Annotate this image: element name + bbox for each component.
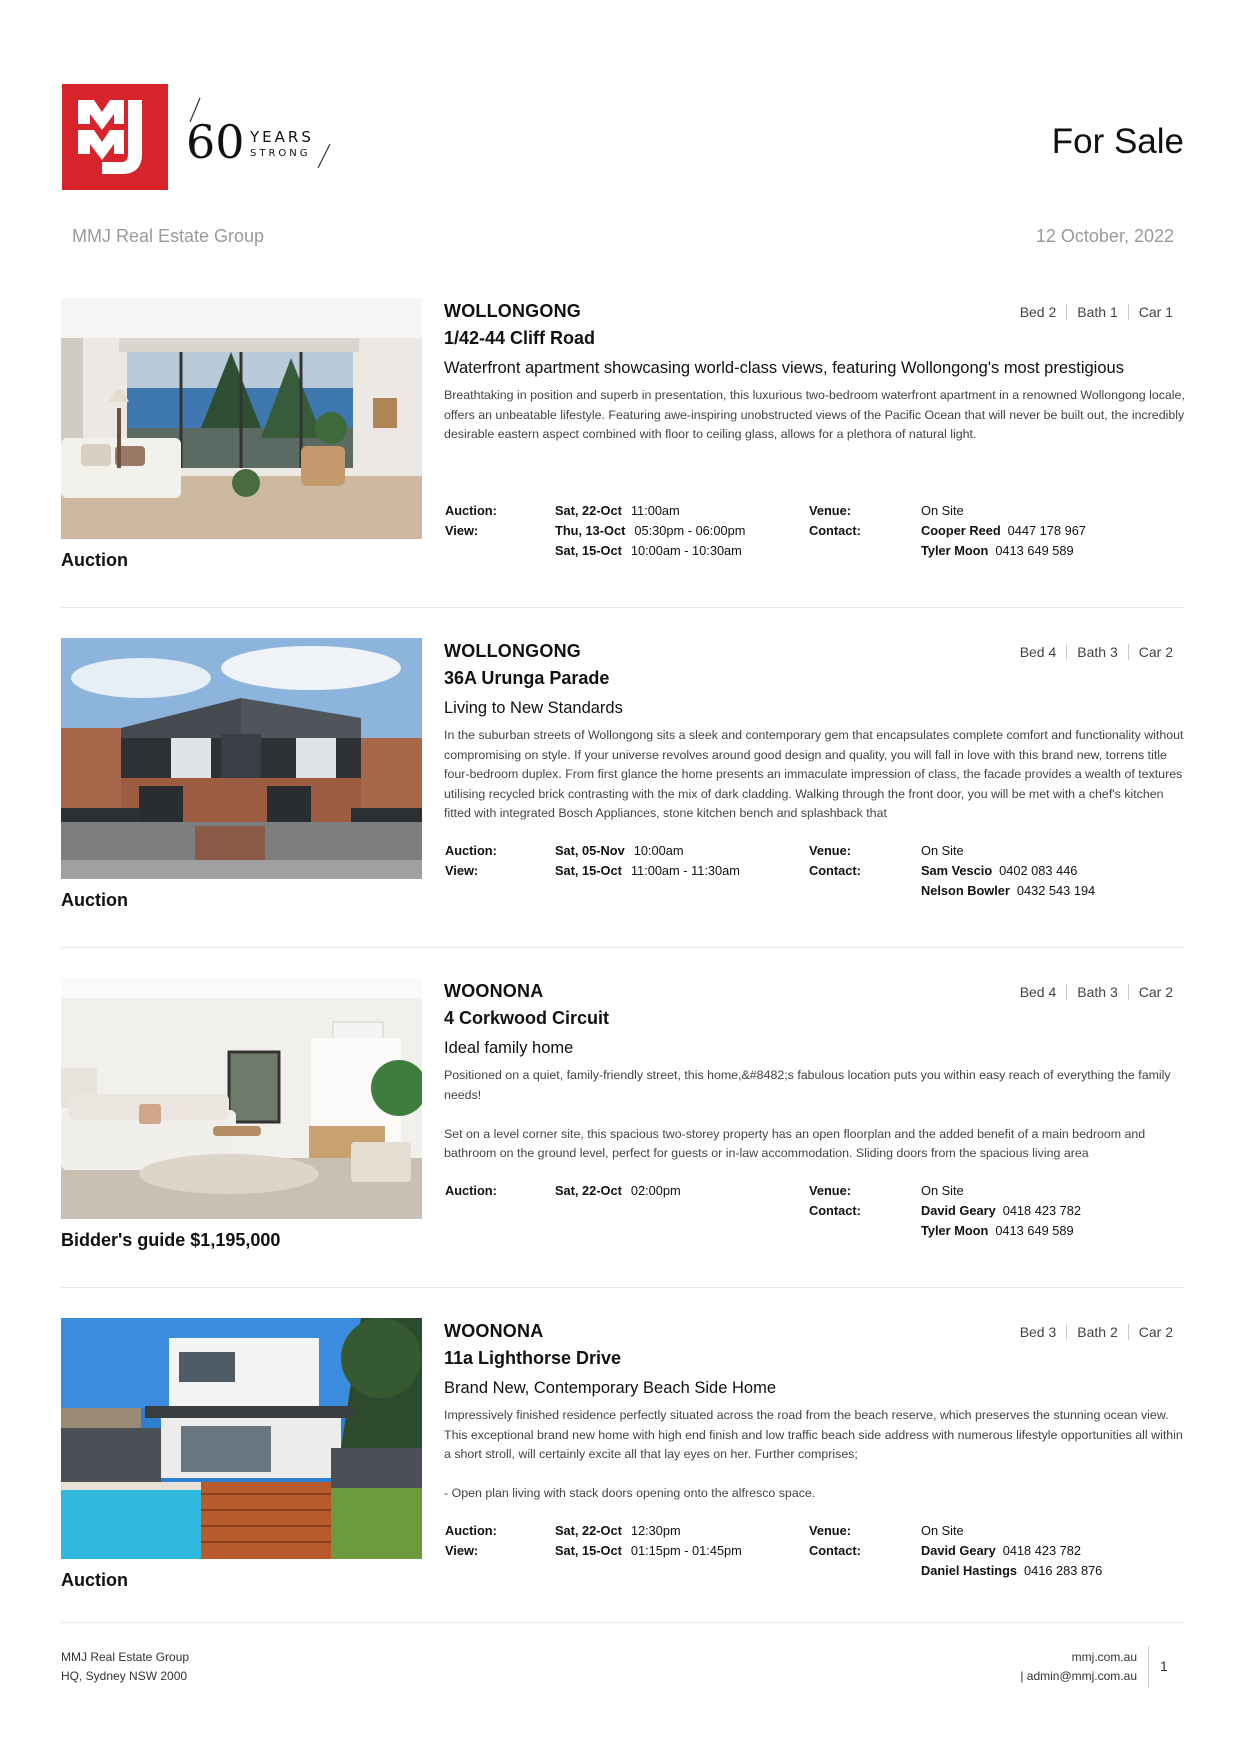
agent-name: David Geary [921,1543,996,1558]
listing-description: In the suburban streets of Wollongong sits a sleek and contemporary gem that encapsulates complete comfort and functionality without compromising on style. If your universe revolves around good design and quality, you will fall in love with this brand new, torrens title four-bedroom duplex. From first glance the home presents an immaculate impression of class, the facade provides a wealth of textures utilising recycled brick contrasting with the mix of dark cladding. Walking through the front door, you will be met with a chef's kitchen fitted with integrated Bosch Appliances, stone kitchen bench and splashback that [444,728,1184,821]
footer-company-info [61,1648,189,1686]
agent-phone[interactable]: 0432 543 194 [1016,883,1096,898]
venue: On Site [921,1183,964,1198]
auction-time: 10:00am [633,843,684,858]
bed-count: Bed 4 [1019,644,1057,660]
footer-contact-info [1020,1648,1137,1686]
header [62,84,1184,194]
bath-count: Bath 3 [1066,984,1127,1000]
agent-phone[interactable]: 0416 283 876 [1024,1563,1103,1578]
divider [61,947,1185,948]
footer-website-link[interactable]: mmj.com.au [1071,1650,1137,1664]
listing-headline: Living to New Standards [444,699,623,717]
agent-name: Nelson Bowler [921,883,1010,898]
suburb: WOONONA [444,981,544,1001]
auction-time: 11:00am [630,503,680,518]
car-count: Car 2 [1128,644,1173,660]
auction-date: Sat, 05-Nov [555,843,625,858]
property-photo[interactable] [61,1318,422,1559]
car-count: Car 2 [1128,1324,1173,1340]
view-time: 05:30pm - 06:00pm [634,523,746,538]
listing-card[interactable] [61,1318,1185,1658]
listing-description: Impressively finished residence perfectly situated across the road from the beach reserve, which preserves the stunning ocean view. This exceptional brand new home with high end finish and low traffic beach side address with numerous lifestyle opportunities all within a short stroll, will certainly excite all that lay eyes on her. Further comprises; - Open plan living with stack doors opening onto the alfresco space. [444,1408,1183,1501]
report-date: 12 October, 2022 [1035,226,1174,246]
property-specs [1010,984,1173,1000]
contact-label: Contact: [809,523,861,538]
page-number: 1 [1160,1658,1168,1674]
listing-card[interactable] [61,978,1185,1318]
listing-info [444,1318,1185,1578]
property-specs [1010,644,1173,660]
listing-headline: Waterfront apartment showcasing world-class views, featuring Wollongong's most prestigious [444,359,1124,377]
footer-company: MMJ Real Estate Group [61,1650,190,1664]
sale-method: Bidder's guide $1,195,000 [61,1230,281,1250]
view-date: Thu, 13-Oct [555,523,626,538]
footer-vertical-divider [1148,1646,1149,1688]
agent-name: David Geary [921,1203,996,1218]
property-photo[interactable] [61,978,422,1219]
view-time: 01:15pm - 01:45pm [630,1543,742,1558]
agent-name: Tyler Moon [921,543,989,558]
agent-name: Tyler Moon [921,1223,989,1238]
listing-info [444,638,1185,898]
agent-phone[interactable]: 0413 649 589 [995,1223,1074,1238]
view-date: Sat, 15-Oct [555,1543,622,1558]
inspection-details [445,1523,1185,1583]
venue: On Site [921,503,964,518]
bath-count: Bath 2 [1066,1324,1127,1340]
suburb: WOLLONGONG [444,301,581,321]
street-address[interactable]: 11a Lighthorse Drive [444,1348,622,1368]
page-title: For Sale [1051,122,1184,161]
listing-card[interactable] [61,298,1185,638]
venue-label: Venue: [809,503,851,518]
venue-label: Venue: [809,1523,851,1538]
listing-info [444,298,1185,558]
street-address[interactable]: 1/42-44 Cliff Road [444,328,596,348]
venue-label: Venue: [809,843,851,858]
bed-count: Bed 3 [1019,1324,1057,1340]
contact-label: Contact: [809,863,861,878]
listing-description: Breathtaking in position and superb in presentation, this luxurious two-bedroom waterfront apartment in a renowned Wollongong locale, offers an unbeatable lifestyle. Featuring awe-inspiring unobstructed views of the Pacific Ocean that will never be built out, the incredibly desirable eastern aspect combined with floor to ceiling glass, allows for a plethora of natural light. [444,388,1185,442]
auction-date: Sat, 22-Oct [555,1523,622,1538]
venue: On Site [921,1523,964,1538]
bed-count: Bed 4 [1019,984,1057,1000]
auction-time: 12:30pm [630,1523,681,1538]
car-count: Car 2 [1128,984,1173,1000]
divider [61,607,1185,608]
agent-phone[interactable]: 0413 649 589 [995,543,1074,558]
sale-method: Auction [61,1570,128,1590]
auction-time: 02:00pm [630,1183,681,1198]
tagline-strong: STRONG [250,148,311,159]
venue: On Site [921,843,964,858]
tagline-years: YEARS [250,128,314,146]
sale-method: Auction [61,550,128,570]
sale-method: Auction [61,890,128,910]
inspection-details [445,1183,1185,1243]
property-specs [1010,1324,1173,1340]
view-label: View: [445,1543,479,1558]
property-specs [1010,304,1173,320]
property-photo[interactable] [61,638,422,879]
mmj-logo [62,84,168,190]
tagline-number: 60 [186,115,245,169]
agent-name: Sam Vescio [921,863,993,878]
inspection-details [445,503,1185,563]
auction-label: Auction: [445,843,497,858]
suburb: WOLLONGONG [444,641,581,661]
view-time: 10:00am - 10:30am [630,543,742,558]
contact-label: Contact: [809,1543,861,1558]
divider [61,1287,1185,1288]
agent-phone[interactable]: 0418 423 782 [1002,1203,1081,1218]
view-label: View: [445,523,479,538]
street-address[interactable]: 36A Urunga Parade [444,668,610,688]
auction-label: Auction: [445,503,497,518]
agent-phone[interactable]: 0447 178 967 [1007,523,1086,538]
listing-description: Positioned on a quiet, family-friendly street, this home,&#8482;s fabulous location puts you within easy reach of everything the family needs! Set on a level corner site, this spacious two-storey property has an open floorplan and the added benefit of a main bedroom and bathroom on the ground level, perfect for guests or in-law accommodation. Sliding doors from the spacious living area [444,1068,1171,1161]
agency-bar [72,226,1174,247]
auction-date: Sat, 22-Oct [555,503,622,518]
view-time: 11:00am - 11:30am [630,863,740,878]
listing-headline: Brand New, Contemporary Beach Side Home [444,1379,776,1397]
car-count: Car 1 [1128,304,1173,320]
listing-info [444,978,1185,1238]
suburb: WOONONA [444,1321,544,1341]
bath-count: Bath 1 [1066,304,1127,320]
listing-card[interactable] [61,638,1185,978]
agent-name: Daniel Hastings [921,1563,1018,1578]
sixty-years-badge [178,96,338,176]
bath-count: Bath 3 [1066,644,1127,660]
view-date: Sat, 15-Oct [555,863,622,878]
bed-count: Bed 2 [1019,304,1057,320]
footer-divider [61,1622,1185,1623]
contact-label: Contact: [809,1203,861,1218]
footer-address: HQ, Sydney NSW 2000 [61,1669,188,1683]
agent-phone[interactable]: 0418 423 782 [1002,1543,1081,1558]
view-label: View: [445,863,479,878]
agency-name: MMJ Real Estate Group [72,226,265,246]
property-photo[interactable] [61,298,422,539]
agent-name: Cooper Reed [921,523,1001,538]
auction-label: Auction: [445,1523,497,1538]
agent-phone[interactable]: 0402 083 446 [999,863,1078,878]
auction-date: Sat, 22-Oct [555,1183,622,1198]
auction-label: Auction: [445,1183,497,1198]
venue-label: Venue: [809,1183,851,1198]
inspection-details [445,843,1185,903]
footer-email-link[interactable]: | admin@mmj.com.au [1020,1669,1137,1683]
street-address[interactable]: 4 Corkwood Circuit [444,1008,610,1028]
listing-headline: Ideal family home [444,1039,574,1057]
view-date: Sat, 15-Oct [555,543,622,558]
